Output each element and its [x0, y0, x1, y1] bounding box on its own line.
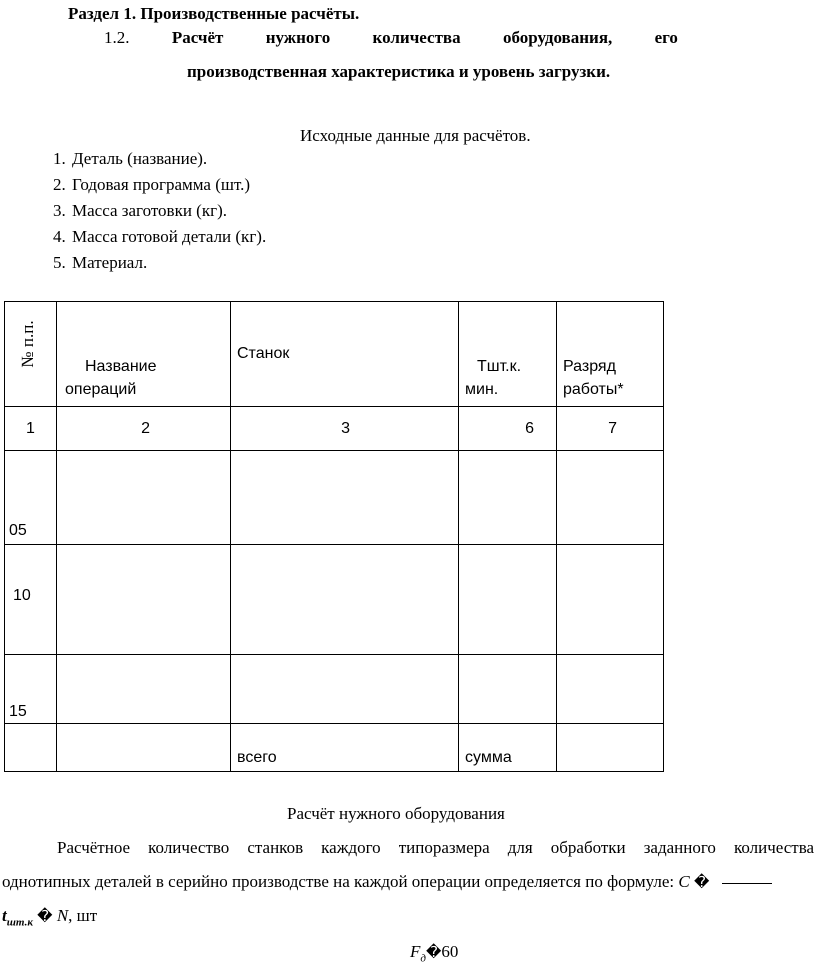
formula-denominator [410, 942, 458, 964]
formula-unit: , шт [68, 906, 98, 925]
header-cell-time [459, 302, 557, 407]
formula-f: F [410, 942, 421, 961]
table-cell [557, 724, 664, 772]
column-number: 3 [231, 407, 459, 451]
missing-glyph-icon: � [693, 874, 710, 891]
table-cell [5, 724, 57, 772]
header-time-l1: Тшт.к. [477, 358, 522, 375]
subsection-title-line2: производственная характеристика и уровень загрузки. [187, 62, 611, 81]
table-total-row [5, 724, 664, 772]
list-item: 5. Материал. [70, 250, 266, 276]
formula-n: N [56, 906, 69, 925]
subsection-word: его [654, 28, 678, 47]
header-grade-l2: работы* [563, 381, 624, 398]
missing-glyph-icon: � [425, 944, 442, 961]
table-cell [459, 655, 557, 724]
subsection-word: нужного [265, 28, 331, 47]
table-cell [57, 451, 231, 545]
word: типоразмера [398, 838, 490, 857]
column-number: 6 [459, 407, 557, 451]
table-cell [231, 451, 459, 545]
table-cell [57, 545, 231, 655]
paragraph-line1 [57, 838, 814, 858]
table-cell [459, 451, 557, 545]
list-item: 4. Масса готовой детали (кг). [70, 224, 266, 250]
table-row [5, 655, 664, 724]
subsection-word: Расчёт [171, 28, 224, 47]
header-time-l2: мин. [465, 381, 499, 398]
paragraph-line2 [2, 872, 772, 892]
table-cell [557, 451, 664, 545]
word: для [507, 838, 533, 857]
header-num-label: № п.п. [18, 320, 37, 368]
header-machine: Станок [237, 345, 290, 362]
formula-t-sub: шт.к [6, 916, 33, 929]
table-cell [557, 655, 664, 724]
subsection-word: оборудования, [502, 28, 613, 47]
table-cell [231, 545, 459, 655]
header-cell-operations [57, 302, 231, 407]
header-cell-machine [231, 302, 459, 407]
formula-60: 60 [441, 942, 459, 961]
source-data-list [30, 146, 266, 276]
word: заданного [643, 838, 716, 857]
subsection-word: количества [372, 28, 461, 47]
column-number-row [5, 407, 664, 451]
header-cell-grade [557, 302, 664, 407]
subsection-title [68, 28, 678, 48]
subsection-number: 1.2. [104, 28, 130, 47]
word: количества [733, 838, 815, 857]
table-cell [231, 655, 459, 724]
table-header-row [5, 302, 664, 407]
formula-c: C [678, 872, 690, 891]
row-number: 10 [5, 545, 57, 655]
formula-numerator [2, 906, 97, 928]
header-operations-l1: Название [85, 358, 157, 375]
header-cell-num [5, 302, 57, 407]
list-item: 2. Годовая программа (шт.) [70, 172, 266, 198]
table-row [5, 545, 664, 655]
formula-t: t [2, 906, 7, 925]
paragraph-text: однотипных деталей в серийно производстве на каждой операции определяется по формуле: [2, 872, 675, 891]
table-cell [557, 545, 664, 655]
header-grade-l1: Разряд [563, 358, 616, 375]
missing-glyph-icon: � [37, 908, 53, 925]
list-item: 1. Деталь (название). [70, 146, 266, 172]
table-cell [57, 655, 231, 724]
column-number: 2 [57, 407, 231, 451]
formula-f-sub: д [420, 952, 426, 965]
table-row [5, 451, 664, 545]
word: обработки [550, 838, 626, 857]
row-number: 05 [5, 451, 57, 545]
section-title: Раздел 1. Производственные расчёты. [68, 4, 360, 23]
fraction-line [722, 883, 772, 884]
operations-table [4, 301, 664, 772]
row-number: 15 [5, 655, 57, 724]
calc-heading: Расчёт нужного оборудования [287, 804, 505, 823]
sum-label: сумма [459, 724, 557, 772]
word: каждого [321, 838, 381, 857]
header-operations-l2: операций [65, 381, 137, 398]
column-number: 7 [557, 407, 664, 451]
word: станков [247, 838, 304, 857]
column-number: 1 [5, 407, 57, 451]
table-cell [459, 545, 557, 655]
word: количество [148, 838, 230, 857]
list-item: 3. Масса заготовки (кг). [70, 198, 266, 224]
source-data-heading: Исходные данные для расчётов. [300, 126, 531, 145]
word: Расчётное [57, 838, 131, 857]
table-cell [57, 724, 231, 772]
total-label: всего [231, 724, 459, 772]
